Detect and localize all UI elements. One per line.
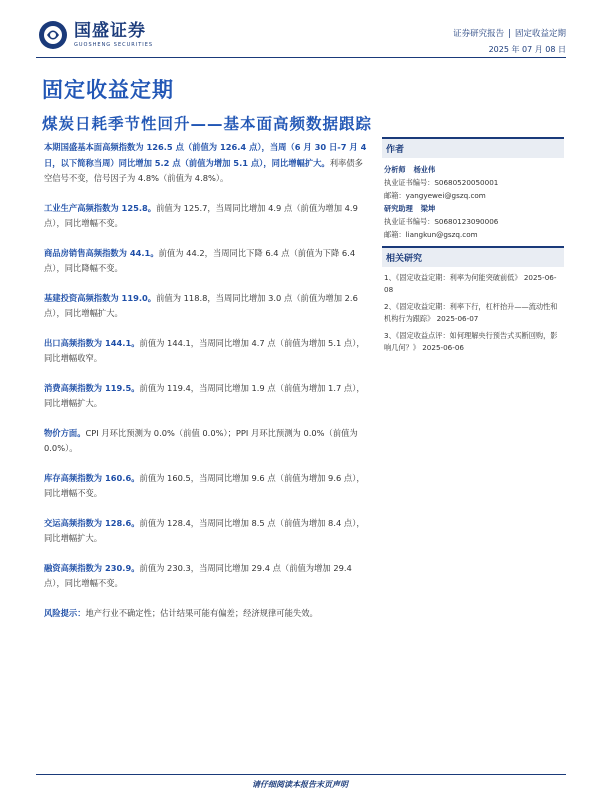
analyst-email[interactable]: yangyewei@gszq.com [405,191,486,200]
risk-label: 风险提示： [44,607,86,618]
summary-body [44,140,370,635]
sidebar [382,137,564,364]
para-text: 前值为 230.3，当周同比增加 29.4 点（前值为增加 29.4 点），同比增幅不变。 [44,562,352,588]
authors-info [382,158,564,246]
authors-heading: 作者 [382,137,564,158]
para-highlight: 本期国盛基本面高频指数为 126.5 点（前值为 126.4 点），当周（6 月 30 日-7 月 4 日，以下简称当周）同比增加 5.2 点（前值为增加 5.1 点），同比增幅扩大。 [44,142,367,168]
para-text: 前值为 144.1，当周同比增加 4.7 点（前值为增加 5.1 点），同比增幅收窄。 [44,337,365,363]
para-text: 前值为 128.4，当周同比增加 8.5 点（前值为增加 8.4 点），同比增幅扩大。 [44,517,365,543]
doc-type: 固定收益定期 [42,78,174,102]
risk-warning [44,606,370,622]
summary-paragraph [44,561,370,592]
summary-paragraph [44,201,370,232]
para-text: CPI 月环比预测为 0.0%（前值 0.0%）；PPI 月环比预测为 0.0%（前值为 0.0%）。 [44,427,358,453]
summary-paragraph [44,140,370,187]
page-title: 煤炭日耗季节性回升——基本面高频数据跟踪 [42,115,373,133]
para-highlight: 出口高频指数为 144.1。 [44,337,140,348]
related-item[interactable]: 3、《固定收益点评：如何理解央行预告式买断回购，影响几何？》 2025-06-06 [384,331,558,352]
para-text: 利率债多空信号不变，信号因子为 4.8%（前值为 4.8%）。 [44,157,363,183]
para-highlight: 交运高频指数为 128.6。 [44,517,140,528]
summary-paragraph [44,471,370,502]
para-text: 前值为 160.5，当周同比增加 9.6 点（前值为增加 9.6 点），同比增幅不变。 [44,472,365,498]
assistant-name: 梁坤 [420,204,436,213]
analyst-name: 杨业伟 [413,165,436,174]
report-type: 证券研究报告 [453,29,505,39]
para-highlight: 物价方面。 [44,427,86,438]
header-category [453,27,566,39]
summary-paragraph [44,246,370,277]
para-highlight: 基建投资高频指数为 119.0。 [44,292,157,303]
para-highlight: 库存高频指数为 160.6。 [44,472,140,483]
risk-text: 地产行业不确定性；估计结果可能有偏差；经济规律可能失效。 [85,607,318,618]
summary-paragraph [44,291,370,322]
brand [38,20,153,50]
footer-divider [36,774,566,775]
analyst-email-label: 邮箱： [384,191,406,200]
assistant-cert-label: 执业证书编号： [384,217,435,226]
analyst-cert: S0680520050001 [434,178,499,187]
para-highlight: 工业生产高频指数为 125.8。 [44,202,157,213]
assistant-cert: S0680123090006 [434,217,499,226]
summary-paragraph [44,381,370,412]
analyst-label: 分析师 [384,165,406,174]
header-separator: | [508,29,511,39]
report-date: 2025 年 07 月 08 日 [488,45,566,54]
related-item[interactable]: 2、《固定收益定期：利率下行，杠杆抬升——流动性和机构行为跟踪》 2025-06-07 [384,302,558,323]
footer-disclaimer: 请仔细阅读本报告末页声明 [252,780,348,789]
related-heading: 相关研究 [382,246,564,267]
guosheng-logo-icon [38,20,68,50]
related-item[interactable]: 1、《固定收益定期：利率为何能突破前低》 2025-06-08 [384,273,557,294]
para-text: 前值为 118.8，当周同比增加 3.0 点（前值为增加 2.6 点），同比增幅扩大。 [44,292,358,318]
para-text: 前值为 119.4，当周同比增加 1.9 点（前值为增加 1.7 点），同比增幅扩大。 [44,382,365,408]
brand-name: 国盛证券 [74,21,146,41]
assistant-label: 研究助理 [384,204,413,213]
para-highlight: 消费高频指数为 119.5。 [44,382,140,393]
para-highlight: 融资高频指数为 230.9。 [44,562,140,573]
summary-paragraph [44,516,370,547]
assistant-email[interactable]: liangkun@gszq.com [405,230,478,239]
analyst-cert-label: 执业证书编号： [384,178,435,187]
summary-paragraph [44,336,370,367]
para-text: 前值为 44.2，当周同比下降 6.4 点（前值为下降 6.4 点），同比降幅不变。 [44,247,356,273]
assistant-email-label: 邮箱： [384,230,406,239]
summary-paragraph [44,426,370,457]
para-highlight: 商品房销售高频指数为 44.1。 [44,247,159,258]
related-list [382,267,564,364]
header-divider [36,57,566,58]
para-text: 前值为 125.7，当周同比增加 4.9 点（前值为增加 4.9 点），同比增幅不变。 [44,202,358,228]
brand-name-en: GUOSHENG SECURITIES [74,42,154,48]
report-category: 固定收益定期 [514,29,566,39]
